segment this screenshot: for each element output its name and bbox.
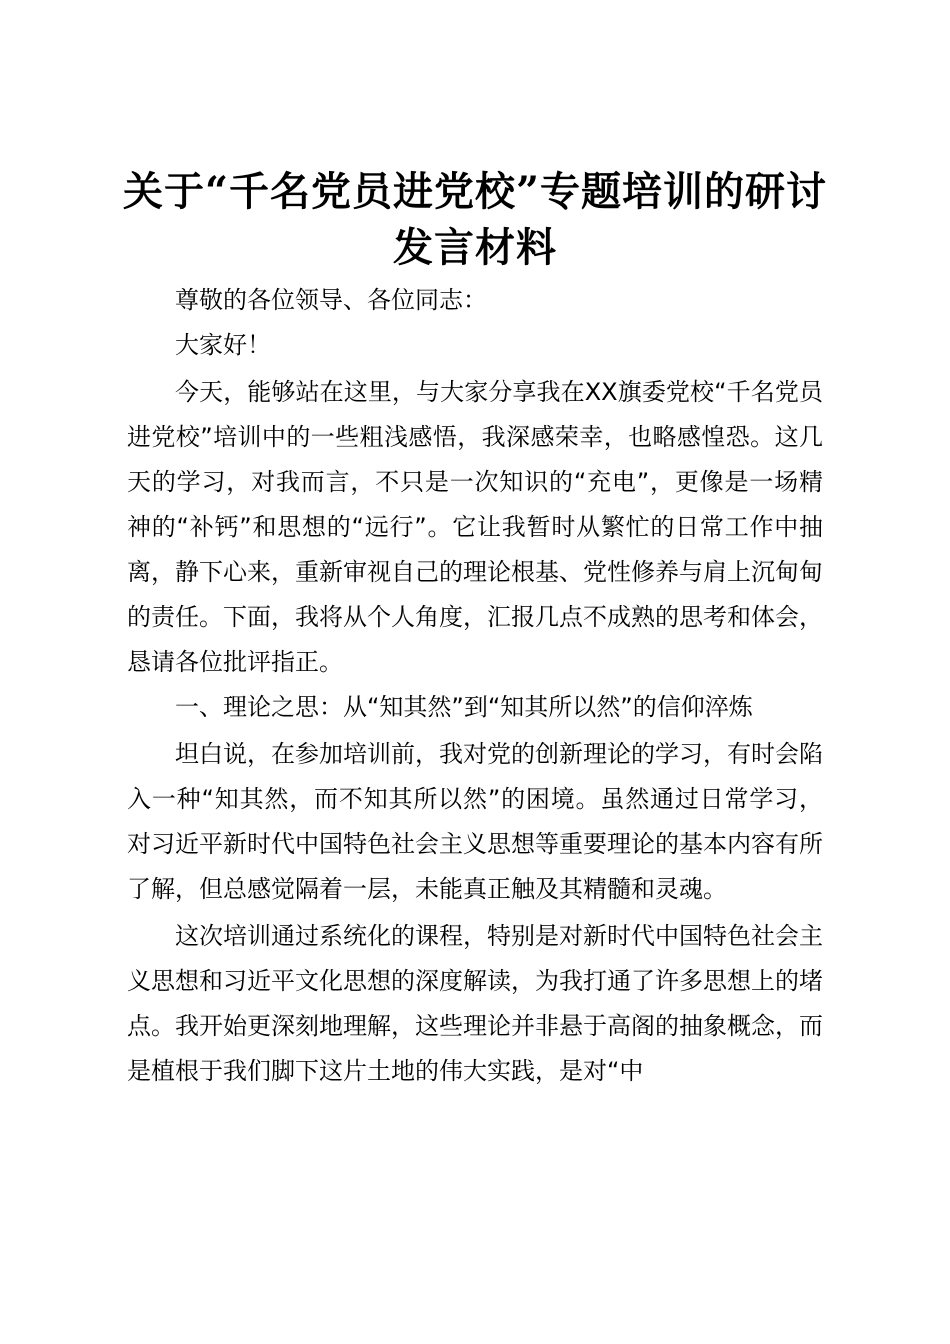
intro-paragraph: 今天，能够站在这里，与大家分享我在XX旗委党校“千名党员进党校”培训中的一些粗浅感悟，我深感荣幸，也略感惶恐。这几天的学习，对我而言，不只是一次知识的“充电”，更像是一场精神的“补钙”和思想的“远行”。它让我暂时从繁忙的日常工作中抽离，静下心来，重新审视自己的理论根基、党性修养与肩上沉甸甸的责任。下面，我将从个人角度，汇报几点不成熟的思考和体会，恳请各位批评指正。 (127, 378, 823, 676)
document-body (127, 278, 823, 1094)
body-paragraph: 这次培训通过系统化的课程，特别是对新时代中国特色社会主义思想和习近平文化思想的深度解读，为我打通了许多思想上的堵点。我开始更深刻地理解，这些理论并非悬于高阁的抽象概念，而是植根于我们脚下这片土地的伟大实践，是对“中 (127, 922, 823, 1085)
salutation-paragraph: 尊敬的各位领导、各位同志： (175, 286, 487, 314)
body-paragraph: 坦白说，在参加培训前，我对党的创新理论的学习，有时会陷入一种“知其然，而不知其所以然”的困境。虽然通过日常学习，对习近平新时代中国特色社会主义思想等重要理论的基本内容有所了解，但总感觉隔着一层，未能真正触及其精髓和灵魂。 (127, 740, 823, 903)
document-title: 关于“千名党员进党校”专题培训的研讨发言材料 (122, 168, 827, 271)
section-heading: 一、理论之思：从“知其然”到“知其所以然”的信仰淬炼 (175, 693, 753, 721)
greeting-paragraph: 大家好！ (175, 331, 271, 359)
